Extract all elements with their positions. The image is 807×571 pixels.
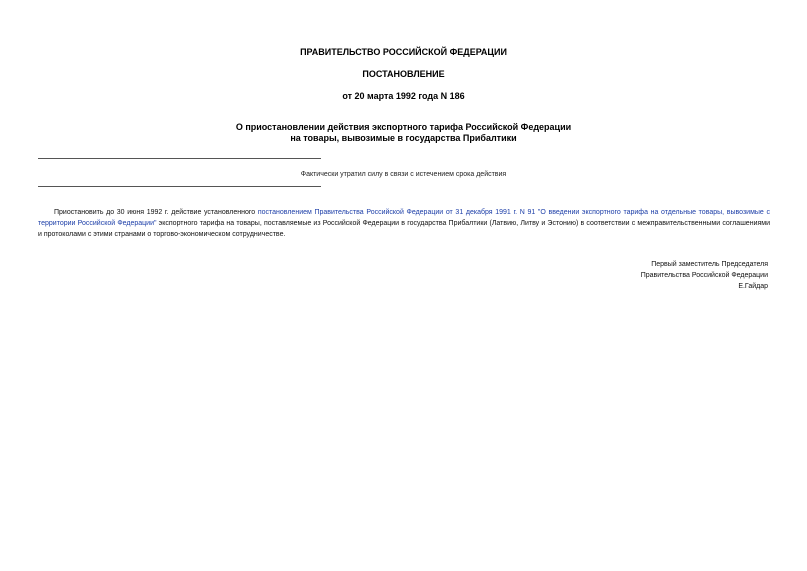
document-date-number: от 20 марта 1992 года N 186 <box>342 91 465 101</box>
signature-block <box>641 259 768 292</box>
signatory-position-line-1: Первый заместитель Председателя <box>651 261 768 268</box>
referenced-resolution-link[interactable]: постановлением Правительства Российской Федерации от 31 декабря 1991 г. N 91 "О введении экспортного тарифа на отдельные товары, вывозимые с территории Российской Федерации" <box>38 209 770 227</box>
body-text-start: Приостановить до 30 июня 1992 г. действие установленного <box>54 209 258 216</box>
government-heading: ПРАВИТЕЛЬСТВО РОССИЙСКОЙ ФЕДЕРАЦИИ <box>300 47 507 57</box>
body-paragraph <box>38 207 770 240</box>
body-text-end: экспортного тарифа на товары, поставляемые из Российской Федерации в государства Прибалтики (Латвию, Литву и Эстонию) в соответствии с межправительственными соглашениями и протоколами с этими странами о торгово-экономическом сотрудничестве. <box>38 220 770 238</box>
divider-top <box>38 158 321 159</box>
document-type: ПОСТАНОВЛЕНИЕ <box>362 69 445 79</box>
divider-bottom <box>38 186 321 187</box>
status-note: Фактически утратил силу в связи с истечением срока действия <box>300 171 507 178</box>
document-title-line-2: на товары, вывозимые в государства Прибалтики <box>290 133 517 143</box>
signatory-position-line-2: Правительства Российской Федерации <box>640 272 768 279</box>
signatory-name: Е.Гайдар <box>738 283 768 290</box>
document-title-line-1: О приостановлении действия экспортного тарифа Российской Федерации <box>235 122 572 132</box>
